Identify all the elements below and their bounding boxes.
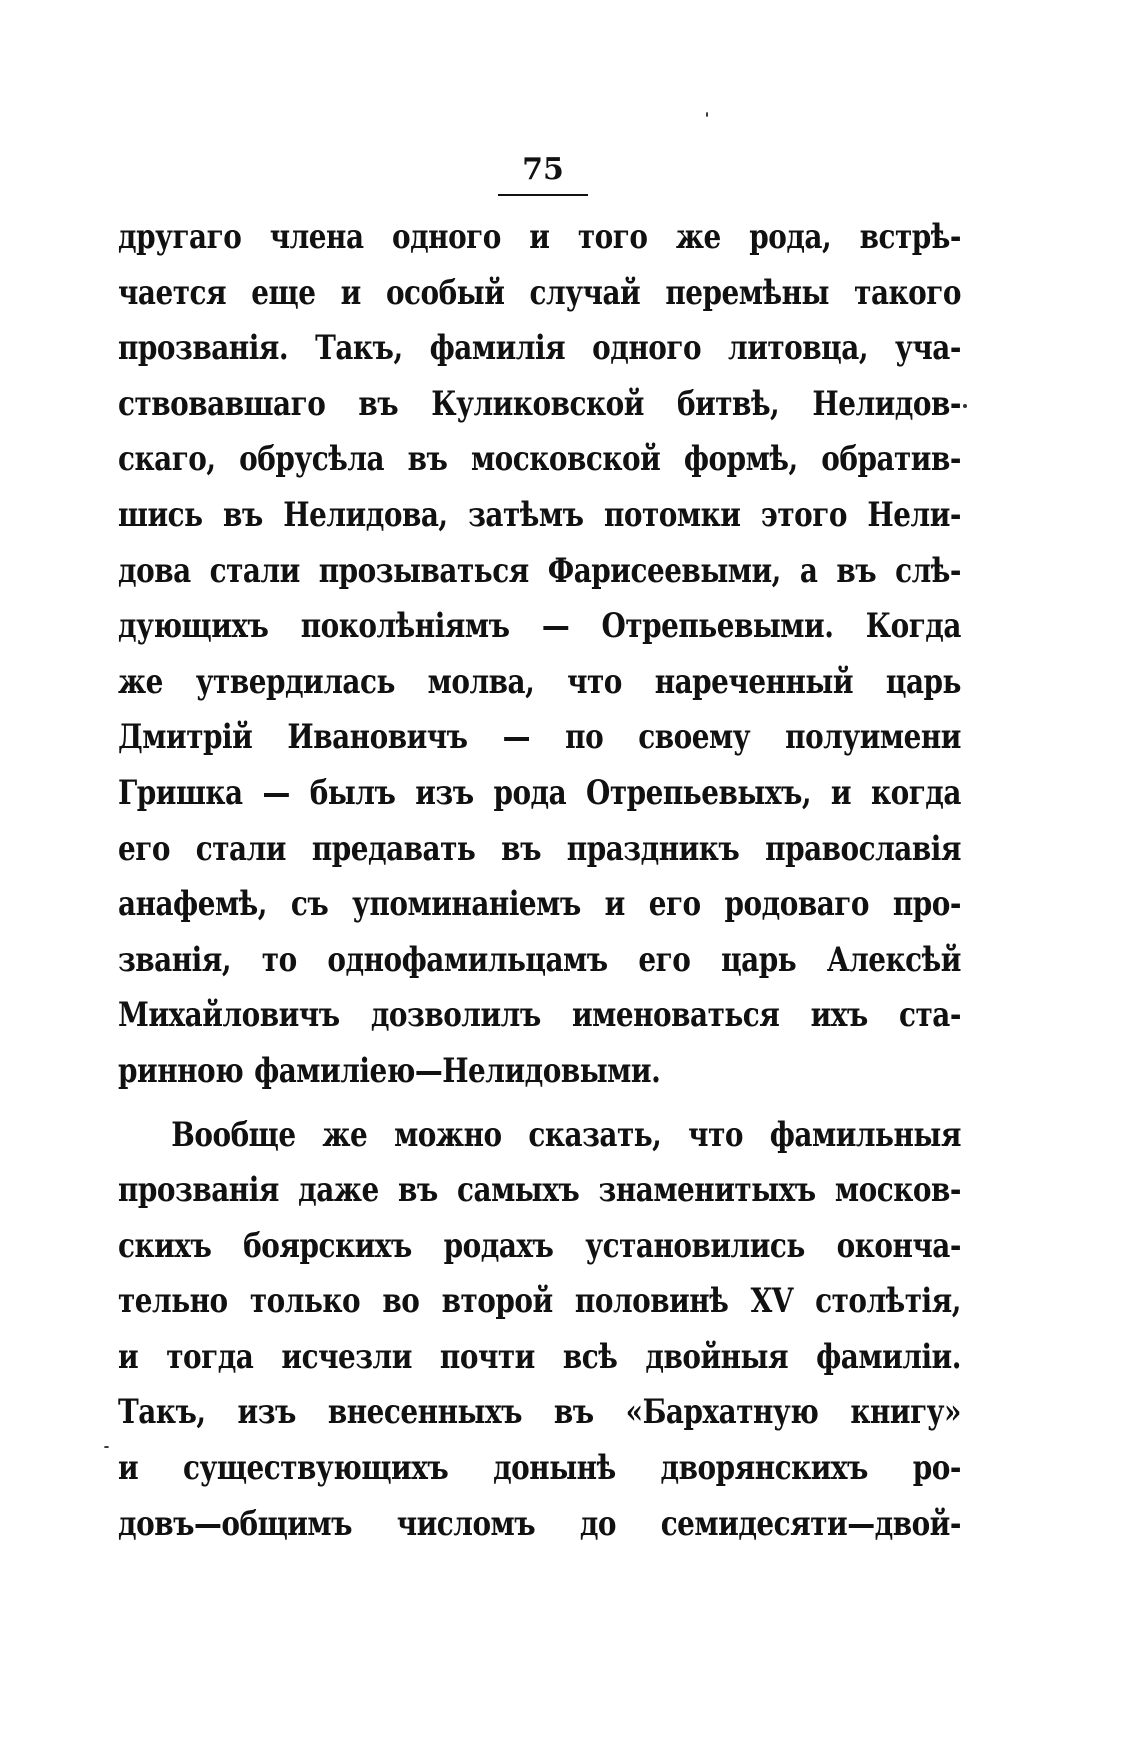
ink-speck (706, 112, 708, 117)
text-line: довъ—общимъ числомъ до семидесяти—двой- (118, 1503, 961, 1544)
text-line: другаго члена одного и того же рода, встрѣ- (118, 217, 961, 257)
text-line: скаго, обрусѣла въ московской формѣ, обратив- (118, 439, 961, 480)
paragraph-2 (118, 1108, 961, 1553)
text-line: и тогда исчезли почти всѣ двойныя фамиліи. (118, 1336, 961, 1377)
text-line: же утвердилась молва, что нареченный царь (118, 661, 961, 702)
text-line: прозванія. Такъ, фамилія одного литовца, уча- (118, 328, 961, 369)
paragraph-1 (118, 210, 961, 1100)
text-line: званія, то однофамильцамъ его царь Алексѣй (118, 939, 961, 980)
text-line: ринною фамиліею—Нелидовыми. (118, 1050, 661, 1091)
body-text (118, 210, 961, 1552)
page-number: 75 (522, 152, 564, 187)
ink-speck (963, 404, 967, 408)
text-line: чается еще и особый случай перемѣны такого (118, 272, 961, 313)
text-line: прозванія даже въ самыхъ знаменитыхъ москов- (118, 1170, 961, 1211)
text-line: Такъ, изъ внесенныхъ въ «Бархатную книгу» (118, 1392, 961, 1433)
text-line: скихъ боярскихъ родахъ установились оконча- (118, 1225, 961, 1266)
text-line: дова стали прозываться Фарисеевыми, а въ слѣ- (118, 550, 961, 591)
page-number-rule (498, 194, 588, 196)
text-line: Дмитрій Ивановичъ — по своему полуимени (118, 717, 961, 758)
text-line: его стали предавать въ праздникъ православія (118, 828, 961, 869)
text-line: и существующихъ донынѣ дворянскихъ ро- (118, 1448, 961, 1489)
text-line: шись въ Нелидова, затѣмъ потомки этого Нели- (118, 494, 961, 535)
text-line: ствовавшаго въ Куликовской битвѣ, Нелидов- (118, 383, 961, 424)
paragraph-gap (118, 1100, 961, 1108)
text-line: Гришка — былъ изъ рода Отрепьевыхъ, и когда (118, 772, 961, 813)
text-line: тельно только во второй половинѣ XV столѣтія, (118, 1281, 961, 1322)
text-line: анафемѣ, съ упоминаніемъ и его родоваго про- (118, 884, 961, 925)
ink-speck (104, 1446, 109, 1448)
text-line: дующихъ поколѣніямъ — Отрепьевыми. Когда (118, 606, 961, 647)
text-line: Михайловичъ дозволилъ именоваться ихъ ста- (118, 995, 961, 1036)
text-line: Вообще же можно сказать, что фамильныя (171, 1114, 961, 1155)
